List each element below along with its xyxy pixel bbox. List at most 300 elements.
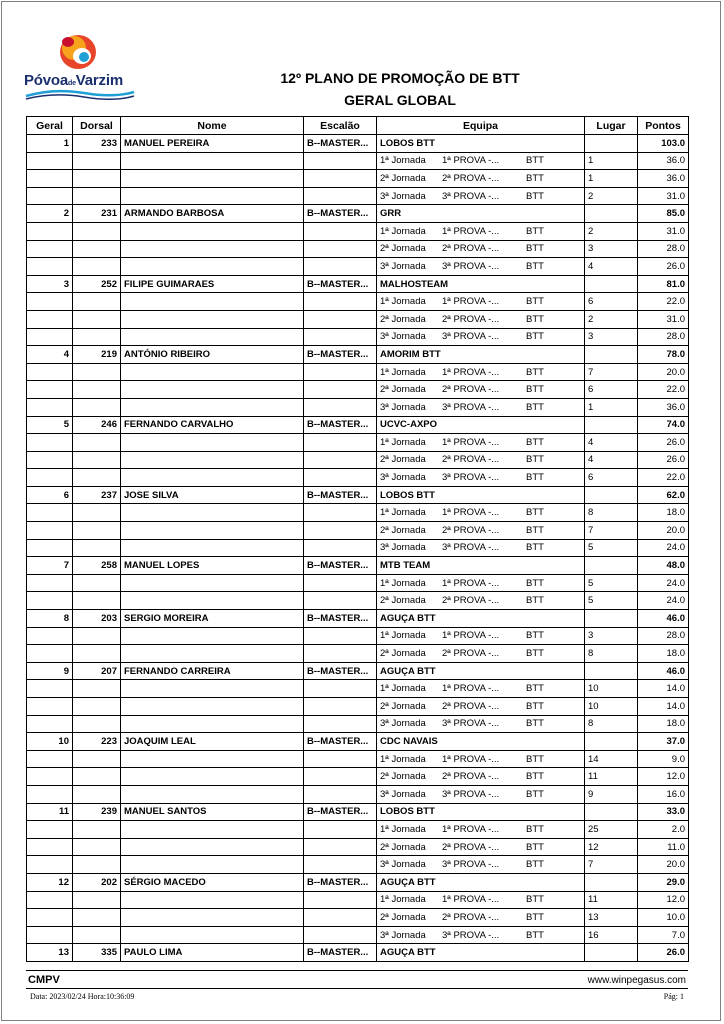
empty-cell [121, 310, 304, 328]
col-header-pontos: Pontos [638, 117, 689, 135]
jornada-cell [377, 170, 585, 188]
ranking-table [26, 116, 689, 962]
empty-cell [73, 522, 121, 540]
prova-label: 1ª PROVA -... [442, 225, 500, 237]
empty-cell [73, 469, 121, 487]
empty-cell [121, 451, 304, 469]
footer-website: www.winpegasus.com [587, 975, 686, 986]
lugar-cell [585, 733, 638, 751]
empty-cell [27, 785, 73, 803]
tipo-label: BTT [526, 366, 544, 378]
report-title: 12º PLANO DE PROMOÇÃO DE BTT [280, 70, 520, 86]
pontos-cell: 24.0 [638, 539, 689, 557]
lugar-cell [585, 662, 638, 680]
jornada-cell [377, 504, 585, 522]
jornada-cell [377, 750, 585, 768]
pontos-cell: 31.0 [638, 187, 689, 205]
nome-cell: MANUEL LOPES [121, 557, 304, 575]
tipo-label: BTT [526, 313, 544, 325]
lugar-cell [585, 135, 638, 153]
empty-cell [27, 680, 73, 698]
nome-cell: MANUEL PEREIRA [121, 135, 304, 153]
jornada-label: 1ª Jornada [380, 436, 426, 448]
jornada-cell [377, 909, 585, 927]
pontos-cell: 26.0 [638, 944, 689, 962]
prova-label: 1ª PROVA -... [442, 296, 500, 308]
jornada-label: 3ª Jornada [380, 401, 426, 413]
lugar-cell: 11 [585, 891, 638, 909]
empty-cell [121, 768, 304, 786]
jornada-cell [377, 539, 585, 557]
tipo-label: BTT [526, 524, 544, 536]
pontos-cell: 36.0 [638, 152, 689, 170]
empty-cell [73, 821, 121, 839]
jornada-row [27, 856, 689, 874]
tipo-label: BTT [526, 771, 544, 783]
pontos-cell: 20.0 [638, 363, 689, 381]
prova-label: 2ª PROVA -... [442, 841, 500, 853]
lugar-cell: 10 [585, 680, 638, 698]
dorsal-cell: 239 [73, 803, 121, 821]
empty-cell [27, 170, 73, 188]
empty-cell [121, 645, 304, 663]
jornada-label: 2ª Jornada [380, 648, 426, 660]
footer-date: Data: 2023/02/24 Hora:10:36:09 [30, 992, 135, 1001]
empty-cell [27, 627, 73, 645]
empty-cell [27, 838, 73, 856]
tipo-label: BTT [526, 683, 544, 695]
empty-cell [73, 451, 121, 469]
equipa-cell: GRR [377, 205, 585, 223]
pontos-cell: 9.0 [638, 750, 689, 768]
pontos-cell: 36.0 [638, 170, 689, 188]
jornada-label: 2ª Jornada [380, 172, 426, 184]
tipo-label: BTT [526, 718, 544, 730]
empty-cell [73, 363, 121, 381]
povoa-de-varzim-logo [24, 36, 136, 98]
escalao-cell: B--MASTER... [304, 205, 377, 223]
jornada-label: 2ª Jornada [380, 454, 426, 466]
lugar-cell [585, 416, 638, 434]
empty-cell [121, 240, 304, 258]
lugar-cell [585, 803, 638, 821]
equipa-cell: AGUÇA BTT [377, 873, 585, 891]
pontos-cell: 10.0 [638, 909, 689, 927]
nome-cell: FERNANDO CARVALHO [121, 416, 304, 434]
athlete-row [27, 135, 689, 153]
pontos-cell: 36.0 [638, 398, 689, 416]
jornada-cell [377, 522, 585, 540]
empty-cell [27, 821, 73, 839]
lugar-cell: 8 [585, 715, 638, 733]
pontos-cell: 31.0 [638, 310, 689, 328]
jornada-cell [377, 187, 585, 205]
empty-cell [73, 592, 121, 610]
geral-cell: 12 [27, 873, 73, 891]
jornada-label: 3ª Jornada [380, 788, 426, 800]
pontos-cell: 12.0 [638, 768, 689, 786]
nome-cell: ANTÓNIO RIBEIRO [121, 346, 304, 364]
pontos-cell: 2.0 [638, 821, 689, 839]
geral-cell: 9 [27, 662, 73, 680]
empty-cell [27, 539, 73, 557]
lugar-cell [585, 346, 638, 364]
lugar-cell: 9 [585, 785, 638, 803]
prova-label: 1ª PROVA -... [442, 894, 500, 906]
empty-cell [27, 504, 73, 522]
jornada-label: 1ª Jornada [380, 753, 426, 765]
prova-label: 2ª PROVA -... [442, 648, 500, 660]
athlete-row [27, 486, 689, 504]
pontos-cell: 24.0 [638, 574, 689, 592]
empty-cell [304, 680, 377, 698]
escalao-cell: B--MASTER... [304, 733, 377, 751]
empty-cell [304, 363, 377, 381]
jornada-cell [377, 363, 585, 381]
tipo-label: BTT [526, 859, 544, 871]
lugar-cell: 1 [585, 152, 638, 170]
prova-label: 1ª PROVA -... [442, 507, 500, 519]
empty-cell [121, 715, 304, 733]
tipo-label: BTT [526, 190, 544, 202]
geral-cell: 10 [27, 733, 73, 751]
dorsal-cell: 233 [73, 135, 121, 153]
tipo-label: BTT [526, 331, 544, 343]
empty-cell [27, 240, 73, 258]
empty-cell [73, 750, 121, 768]
equipa-cell: AGUÇA BTT [377, 944, 585, 962]
jornada-cell [377, 293, 585, 311]
empty-cell [304, 240, 377, 258]
pontos-cell: 18.0 [638, 645, 689, 663]
jornada-label: 1ª Jornada [380, 366, 426, 378]
pontos-cell: 18.0 [638, 715, 689, 733]
athlete-row [27, 205, 689, 223]
jornada-row [27, 240, 689, 258]
pontos-cell: 46.0 [638, 662, 689, 680]
empty-cell [304, 592, 377, 610]
jornada-row [27, 785, 689, 803]
prova-label: 3ª PROVA -... [442, 542, 500, 554]
empty-cell [27, 891, 73, 909]
jornada-cell [377, 838, 585, 856]
jornada-row [27, 574, 689, 592]
prova-label: 2ª PROVA -... [442, 700, 500, 712]
empty-cell [73, 539, 121, 557]
lugar-cell: 4 [585, 451, 638, 469]
lugar-cell: 4 [585, 434, 638, 452]
jornada-row [27, 926, 689, 944]
empty-cell [27, 258, 73, 276]
prova-label: 3ª PROVA -... [442, 331, 500, 343]
jornada-cell [377, 627, 585, 645]
empty-cell [121, 434, 304, 452]
dorsal-cell: 207 [73, 662, 121, 680]
prova-label: 2ª PROVA -... [442, 454, 500, 466]
pontos-cell: 28.0 [638, 328, 689, 346]
pontos-cell: 78.0 [638, 346, 689, 364]
athlete-row [27, 275, 689, 293]
lugar-cell: 6 [585, 381, 638, 399]
jornada-row [27, 398, 689, 416]
tipo-label: BTT [526, 225, 544, 237]
tipo-label: BTT [526, 700, 544, 712]
empty-cell [73, 310, 121, 328]
dorsal-cell: 223 [73, 733, 121, 751]
jornada-label: 1ª Jornada [380, 823, 426, 835]
lugar-cell: 5 [585, 592, 638, 610]
jornada-row [27, 434, 689, 452]
jornada-label: 2ª Jornada [380, 524, 426, 536]
empty-cell [304, 627, 377, 645]
lugar-cell: 13 [585, 909, 638, 927]
empty-cell [27, 856, 73, 874]
jornada-label: 3ª Jornada [380, 929, 426, 941]
jornada-label: 2ª Jornada [380, 595, 426, 607]
pontos-cell: 62.0 [638, 486, 689, 504]
prova-label: 3ª PROVA -... [442, 788, 500, 800]
jornada-cell [377, 152, 585, 170]
nome-cell: SERGIO MOREIRA [121, 610, 304, 628]
empty-cell [27, 522, 73, 540]
dorsal-cell: 231 [73, 205, 121, 223]
tipo-label: BTT [526, 841, 544, 853]
empty-cell [27, 152, 73, 170]
empty-cell [27, 310, 73, 328]
athlete-row [27, 346, 689, 364]
nome-cell: MANUEL SANTOS [121, 803, 304, 821]
pontos-cell: 85.0 [638, 205, 689, 223]
empty-cell [27, 434, 73, 452]
equipa-cell: AGUÇA BTT [377, 662, 585, 680]
jornada-cell [377, 821, 585, 839]
jornada-row [27, 328, 689, 346]
dorsal-cell: 335 [73, 944, 121, 962]
jornada-cell [377, 469, 585, 487]
lugar-cell: 11 [585, 768, 638, 786]
empty-cell [73, 398, 121, 416]
empty-cell [304, 891, 377, 909]
empty-cell [73, 768, 121, 786]
jornada-row [27, 891, 689, 909]
athlete-row [27, 662, 689, 680]
empty-cell [27, 698, 73, 716]
lugar-cell: 7 [585, 522, 638, 540]
lugar-cell [585, 486, 638, 504]
empty-cell [304, 926, 377, 944]
pontos-cell: 81.0 [638, 275, 689, 293]
prova-label: 3ª PROVA -... [442, 260, 500, 272]
empty-cell [304, 381, 377, 399]
empty-cell [73, 680, 121, 698]
escalao-cell: B--MASTER... [304, 557, 377, 575]
athlete-row [27, 873, 689, 891]
empty-cell [304, 434, 377, 452]
athlete-row [27, 733, 689, 751]
jornada-row [27, 539, 689, 557]
jornada-label: 1ª Jornada [380, 507, 426, 519]
jornada-row [27, 363, 689, 381]
nome-cell: FERNANDO CARREIRA [121, 662, 304, 680]
pontos-cell: 14.0 [638, 680, 689, 698]
jornada-label: 1ª Jornada [380, 630, 426, 642]
pontos-cell: 33.0 [638, 803, 689, 821]
pontos-cell: 22.0 [638, 469, 689, 487]
empty-cell [121, 838, 304, 856]
geral-cell: 1 [27, 135, 73, 153]
lugar-cell: 2 [585, 310, 638, 328]
empty-cell [121, 926, 304, 944]
empty-cell [27, 768, 73, 786]
pontos-cell: 11.0 [638, 838, 689, 856]
dorsal-cell: 252 [73, 275, 121, 293]
tipo-label: BTT [526, 595, 544, 607]
equipa-cell: AMORIM BTT [377, 346, 585, 364]
jornada-cell [377, 715, 585, 733]
jornada-row [27, 222, 689, 240]
tipo-label: BTT [526, 401, 544, 413]
escalao-cell: B--MASTER... [304, 662, 377, 680]
lugar-cell: 2 [585, 222, 638, 240]
lugar-cell [585, 557, 638, 575]
athlete-row [27, 803, 689, 821]
col-header-geral: Geral [27, 117, 73, 135]
jornada-label: 1ª Jornada [380, 577, 426, 589]
empty-cell [121, 187, 304, 205]
empty-cell [304, 258, 377, 276]
empty-cell [27, 328, 73, 346]
empty-cell [73, 293, 121, 311]
prova-label: 2ª PROVA -... [442, 595, 500, 607]
lugar-cell: 14 [585, 750, 638, 768]
lugar-cell: 3 [585, 627, 638, 645]
jornada-cell [377, 698, 585, 716]
jornada-cell [377, 856, 585, 874]
empty-cell [27, 645, 73, 663]
jornada-label: 3ª Jornada [380, 260, 426, 272]
pontos-cell: 48.0 [638, 557, 689, 575]
empty-cell [121, 680, 304, 698]
lugar-cell [585, 205, 638, 223]
jornada-row [27, 504, 689, 522]
jornada-row [27, 909, 689, 927]
geral-cell: 2 [27, 205, 73, 223]
empty-cell [73, 170, 121, 188]
col-header-nome: Nome [121, 117, 304, 135]
jornada-cell [377, 680, 585, 698]
pontos-cell: 7.0 [638, 926, 689, 944]
empty-cell [304, 838, 377, 856]
tipo-label: BTT [526, 454, 544, 466]
empty-cell [121, 381, 304, 399]
tipo-label: BTT [526, 507, 544, 519]
escalao-cell: B--MASTER... [304, 873, 377, 891]
lugar-cell: 10 [585, 698, 638, 716]
empty-cell [304, 768, 377, 786]
tipo-label: BTT [526, 788, 544, 800]
empty-cell [73, 856, 121, 874]
prova-label: 3ª PROVA -... [442, 472, 500, 484]
empty-cell [73, 909, 121, 927]
jornada-row [27, 522, 689, 540]
tipo-label: BTT [526, 172, 544, 184]
lugar-cell: 8 [585, 504, 638, 522]
footer-org: CMPV [28, 974, 60, 986]
empty-cell [27, 381, 73, 399]
empty-cell [121, 821, 304, 839]
jornada-cell [377, 381, 585, 399]
lugar-cell: 4 [585, 258, 638, 276]
pontos-cell: 16.0 [638, 785, 689, 803]
empty-cell [73, 187, 121, 205]
prova-label: 1ª PROVA -... [442, 436, 500, 448]
nome-cell: ARMANDO BARBOSA [121, 205, 304, 223]
jornada-row [27, 821, 689, 839]
jornada-cell [377, 592, 585, 610]
jornada-row [27, 310, 689, 328]
empty-cell [304, 856, 377, 874]
col-header-escalao: Escalão [304, 117, 377, 135]
pontos-cell: 12.0 [638, 891, 689, 909]
empty-cell [121, 258, 304, 276]
escalao-cell: B--MASTER... [304, 275, 377, 293]
tipo-label: BTT [526, 243, 544, 255]
empty-cell [27, 750, 73, 768]
empty-cell [121, 909, 304, 927]
empty-cell [304, 170, 377, 188]
col-header-equipa: Equipa [377, 117, 585, 135]
prova-label: 2ª PROVA -... [442, 243, 500, 255]
empty-cell [27, 187, 73, 205]
geral-cell: 13 [27, 944, 73, 962]
empty-cell [121, 574, 304, 592]
prova-label: 1ª PROVA -... [442, 155, 500, 167]
jornada-label: 3ª Jornada [380, 190, 426, 202]
jornada-cell [377, 222, 585, 240]
empty-cell [73, 785, 121, 803]
tipo-label: BTT [526, 260, 544, 272]
prova-label: 1ª PROVA -... [442, 823, 500, 835]
empty-cell [27, 592, 73, 610]
jornada-label: 2ª Jornada [380, 313, 426, 325]
jornada-label: 1ª Jornada [380, 683, 426, 695]
prova-label: 3ª PROVA -... [442, 190, 500, 202]
lugar-cell: 5 [585, 539, 638, 557]
lugar-cell: 12 [585, 838, 638, 856]
pontos-cell: 26.0 [638, 451, 689, 469]
empty-cell [304, 152, 377, 170]
jornada-label: 2ª Jornada [380, 384, 426, 396]
dorsal-cell: 246 [73, 416, 121, 434]
empty-cell [304, 310, 377, 328]
empty-cell [73, 574, 121, 592]
empty-cell [304, 469, 377, 487]
equipa-cell: MALHOSTEAM [377, 275, 585, 293]
escalao-cell: B--MASTER... [304, 610, 377, 628]
empty-cell [73, 715, 121, 733]
jornada-row [27, 715, 689, 733]
jornada-cell [377, 240, 585, 258]
empty-cell [121, 592, 304, 610]
empty-cell [27, 451, 73, 469]
pontos-cell: 29.0 [638, 873, 689, 891]
equipa-cell: UCVC-AXPO [377, 416, 585, 434]
lugar-cell: 6 [585, 293, 638, 311]
empty-cell [73, 240, 121, 258]
pontos-cell: 14.0 [638, 698, 689, 716]
escalao-cell: B--MASTER... [304, 803, 377, 821]
jornada-label: 2ª Jornada [380, 771, 426, 783]
